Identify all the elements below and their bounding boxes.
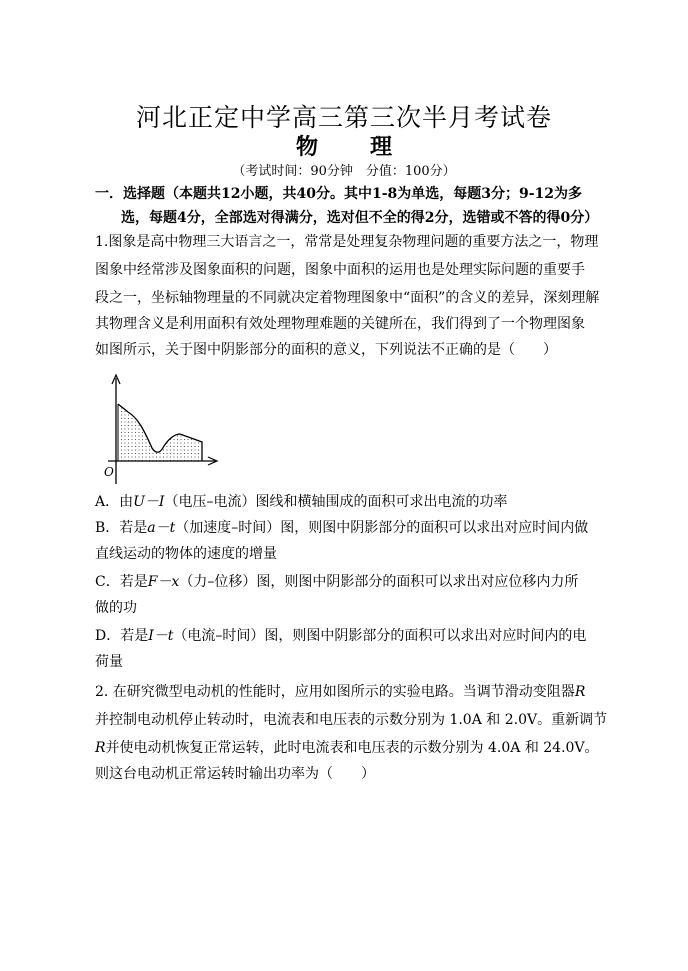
- exam-info: （考试时间：90分钟 分值：100分）: [232, 164, 456, 179]
- subject-heading: [0, 130, 688, 161]
- option-b-text: （加速度–时间）图，则图中阴影部分的面积可以求出对应时间内做: [175, 520, 589, 536]
- q2-line-1-text: 2. 在研究微型电动机的性能时，应用如图所示的实验电路。当调节滑动变阻器: [95, 684, 575, 700]
- q1-line-5: 如图所示，关于图中阴影部分的面积的意义，下列说法不正确的是（ ）: [95, 342, 557, 358]
- q1-line-3: 段之一，坐标轴物理量的不同就决定着物理图象中“面积”的含义的差异，深刻理解: [95, 290, 600, 306]
- q1-line-2: 图象中经常涉及图象面积的问题，图象中面积的运用也是处理实际问题的重要手: [95, 262, 585, 278]
- option-a-text: （电压–电流）图线和横轴围成的面积可求出电流的功率: [164, 494, 508, 510]
- option-a-prefix: A．由: [95, 494, 134, 510]
- q1-area-graph: [96, 372, 226, 484]
- subject-char-1: 物: [295, 134, 318, 160]
- q2-resistor-symbol-2: R: [95, 740, 106, 756]
- option-d-text: （电流–时间）图，则图中阴影部分的面积可以求出对应时间内的电: [173, 628, 587, 644]
- exam-title: 河北正定中学高三第三次半月考试卷: [135, 103, 552, 132]
- q1-option-c: [95, 572, 600, 592]
- q2-line-1: [95, 682, 600, 702]
- q2-resistor-symbol: R: [574, 684, 586, 700]
- shaded-area: [118, 404, 202, 461]
- option-c-prefix: C．若是: [95, 574, 148, 590]
- section-heading-line1: 一．选择题（本题共12小题，共40分。其中1-8为单选，每题3分；9-12为多: [95, 186, 583, 202]
- q2-line-4: 则这台电动机正常运转时输出功率为（ ）: [95, 766, 375, 782]
- option-c-symbol: F－x: [147, 574, 180, 590]
- q1-line-4: 其物理含义是利用面积有效处理物理难题的关键所在，我们得到了一个物理图象: [95, 316, 585, 332]
- origin-label: O: [104, 465, 114, 479]
- option-b-symbol: a－t: [147, 520, 176, 536]
- q1-option-d-cont: 荷量: [95, 654, 123, 670]
- q1-option-a: [95, 492, 600, 512]
- option-d-symbol: I－t: [148, 628, 174, 644]
- q1-option-b: [95, 518, 600, 538]
- q2-line-3: [95, 738, 600, 758]
- q2-line-2: 并控制电动机停止转动时，电流表和电压表的示数分别为 1.0A 和 2.0V。重新调节: [95, 712, 608, 728]
- q1-option-b-cont: 直线运动的物体的速度的增量: [95, 546, 277, 562]
- option-d-prefix: D．若是: [95, 628, 149, 644]
- q1-option-d: [95, 626, 600, 646]
- option-b-prefix: B．若是: [95, 520, 148, 536]
- q1-option-c-cont: 做的功: [95, 600, 137, 616]
- option-a-symbol: U－I: [133, 494, 165, 510]
- section-heading-line2: 选，每题4分，全部选对得满分，选对但不全的得2分，选错或不答的得0分）: [121, 210, 599, 226]
- option-c-text: （力–位移）图，则图中阴影部分的面积可以求出对应位移内力所: [179, 574, 579, 590]
- subject-char-2: 理: [370, 134, 393, 160]
- q1-line-1: 1.图象是高中物理三大语言之一，常常是处理复杂物理问题的重要方法之一，物理: [95, 234, 599, 250]
- q2-line-3-text: 并使电动机恢复正常运转，此时电流表和电压表的示数分别为 4.0A 和 24.0V。: [105, 740, 599, 756]
